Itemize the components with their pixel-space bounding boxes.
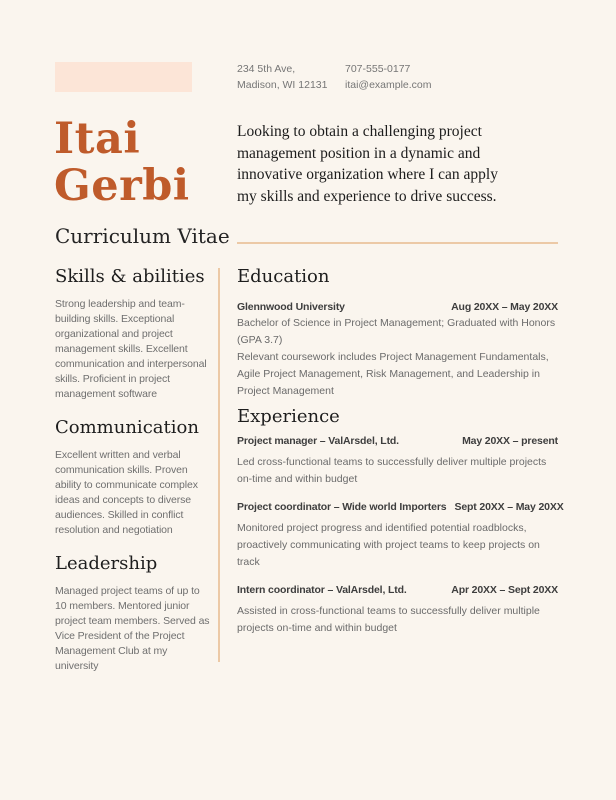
candidate-last-name: Gerbi (54, 161, 190, 211)
contact-address-line2: Madison, WI 12131 (237, 79, 328, 91)
objective-line: innovative organization where I can apply (237, 166, 498, 183)
job-description: Assisted in cross-functional teams to successfully deliver multiple projects on-time and within budget (237, 605, 540, 634)
education-coursework: Relevant coursework includes Project Management Fundamentals, Agile Project Management, Risk Management, and Leadership in Project Management (237, 351, 549, 397)
cv-subtitle: Curriculum Vitae (55, 224, 230, 248)
objective-statement (237, 121, 567, 207)
job-entry (237, 500, 564, 571)
job-dates: Apr 20XX – Sept 20XX (451, 584, 558, 596)
column-divider-line (218, 268, 220, 662)
section-body-communication: Excellent written and verbal communication skills. Proven ability to communicate complex ideas and concepts to diverse audiences. Skilled in conflict resolution and negotiation (55, 449, 198, 536)
contact-phone: 707-555-0177 (345, 63, 411, 75)
job-description: Led cross-functional teams to successfully deliver multiple projects on-time and within budget (237, 456, 547, 485)
section-title-education: Education (237, 266, 330, 287)
job-dates: May 20XX – present (462, 435, 558, 447)
objective-divider-line (237, 242, 558, 244)
education-dates: Aug 20XX – May 20XX (451, 301, 558, 313)
job-role: Intern coordinator – ValArsdel, Ltd. (237, 584, 407, 596)
objective-line: my skills and experience to drive success. (237, 187, 497, 205)
objective-line: management position in a dynamic and (237, 144, 481, 162)
job-role: Project manager – ValArsdel, Ltd. (237, 435, 399, 447)
section-body-leadership: Managed project teams of up to 10 members. Mentored junior project team members. Served as Vice President of the Project Management Club at my university (55, 585, 210, 672)
candidate-first-name: Itai (54, 114, 141, 164)
job-role: Project coordinator – Wide world Importers (237, 501, 447, 513)
job-entry-header (237, 500, 564, 515)
section-communication (55, 415, 213, 538)
header-accent-block (55, 62, 192, 92)
job-entry-header (237, 434, 558, 449)
education-school: Glennwood University (237, 301, 345, 313)
section-body-skills: Strong leadership and team-building skills. Exceptional organizational and project management skills. Excellent communication and interpersonal skills. Proficient in project management software (55, 298, 207, 400)
contact-address-line1: 234 5th Ave, (237, 63, 296, 75)
right-column (237, 264, 564, 637)
section-skills (55, 264, 213, 402)
contact-phone-email (345, 61, 432, 93)
job-dates: Sept 20XX – May 20XX (454, 501, 564, 513)
contact-info (237, 61, 432, 93)
section-title-leadership: Leadership (55, 553, 158, 574)
contact-address (237, 61, 345, 93)
section-title-experience: Experience (237, 406, 340, 427)
section-title-skills: Skills & abilities (55, 266, 205, 287)
job-entry (237, 434, 558, 488)
job-entry-header (237, 583, 558, 598)
education-degree: Bachelor of Science in Project Management; Graduated with Honors (GPA 3.7) (237, 317, 556, 346)
job-entry (237, 583, 558, 637)
education-entry-header (237, 300, 558, 315)
section-title-communication: Communication (55, 417, 199, 438)
left-column (55, 264, 213, 674)
objective-line: Looking to obtain a challenging project (237, 123, 482, 140)
contact-email: itai@example.com (345, 79, 432, 91)
job-description: Monitored project progress and identified potential roadblocks, proactively communicating with project teams to keep projects on track (237, 522, 540, 568)
candidate-name (54, 116, 190, 210)
section-leadership (55, 551, 213, 674)
